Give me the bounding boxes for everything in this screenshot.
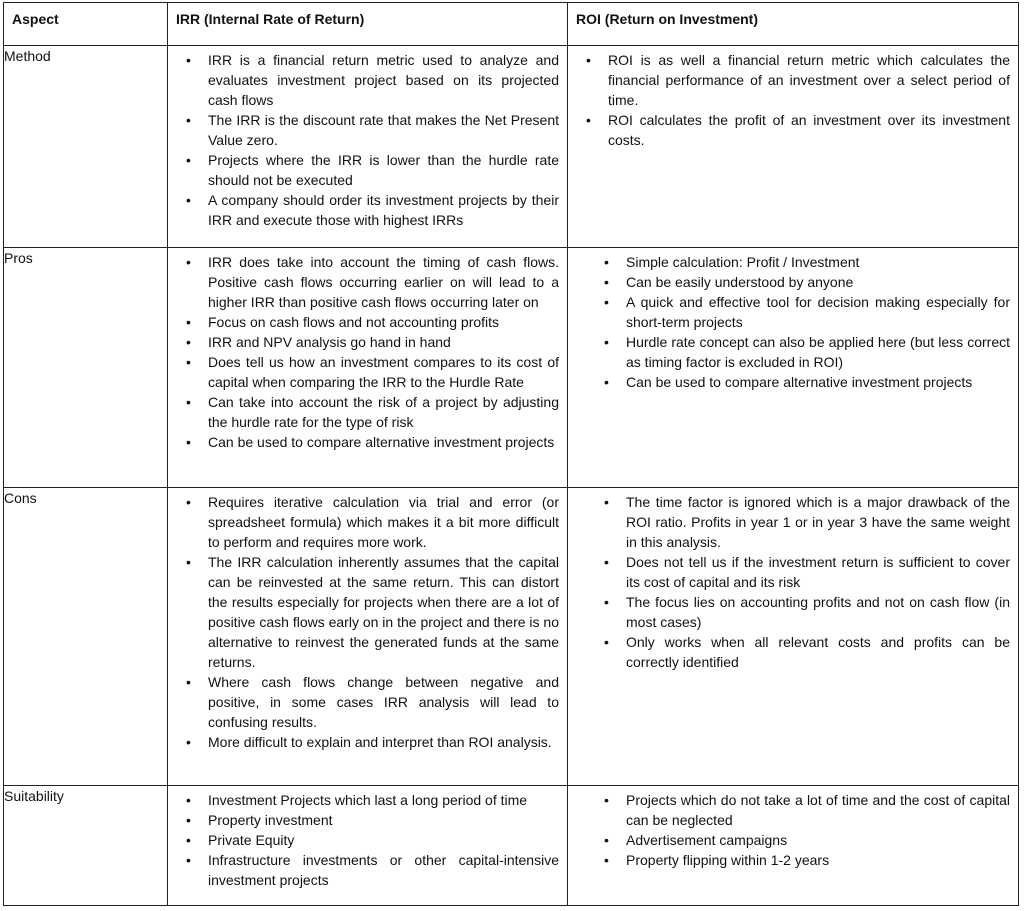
irr-cell [168, 786, 568, 906]
header-irr: IRR (Internal Rate of Return) [168, 3, 568, 46]
list-item: • Investment Projects which last a long period of time [208, 790, 559, 810]
irr-bullet-list [168, 786, 567, 890]
table-row [4, 46, 1019, 248]
list-item: • The IRR calculation inherently assumes that the capital can be reinvested at the same return. This can distort the results especially for projects when there are a lot of positive cash flows early on in the project and there is no alternative to reinvest the generated funds at the same returns. [208, 552, 559, 672]
list-item: • ROI is as well a financial return metric which calculates the financial performance of an investment over a select period of time. [608, 50, 1010, 110]
list-item: • Can be easily understood by anyone [626, 272, 1010, 292]
list-item: • IRR is a financial return metric used to analyze and evaluates investment project based on its projected cash flows [208, 50, 559, 110]
irr-cell [168, 248, 568, 488]
list-item: • Property investment [208, 810, 559, 830]
list-item: • Private Equity [208, 830, 559, 850]
header-aspect: Aspect [4, 3, 168, 46]
list-item: • Does tell us how an investment compares to its cost of capital when comparing the IRR to the Hurdle Rate [208, 352, 559, 392]
irr-bullet-list [168, 488, 567, 752]
list-item: • Focus on cash flows and not accounting profits [208, 312, 559, 332]
list-item: • Can be used to compare alternative investment projects [626, 372, 1010, 392]
roi-bullet-list [568, 248, 1018, 392]
roi-bullet-list [568, 786, 1018, 870]
list-item: • Advertisement campaigns [626, 830, 1010, 850]
aspect-cell: Suitability [4, 786, 168, 906]
irr-bullet-list [168, 46, 567, 230]
list-item: • The IRR is the discount rate that makes the Net Present Value zero. [208, 110, 559, 150]
list-item: • Infrastructure investments or other capital-intensive investment projects [208, 850, 559, 890]
aspect-cell: Method [4, 46, 168, 248]
header-roi: ROI (Return on Investment) [568, 3, 1019, 46]
list-item: • Can take into account the risk of a project by adjusting the hurdle rate for the type of risk [208, 392, 559, 432]
list-item: • Projects where the IRR is lower than the hurdle rate should not be executed [208, 150, 559, 190]
list-item: • The time factor is ignored which is a major drawback of the ROI ratio. Profits in year 1 or in year 3 have the same weight in this analysis. [626, 492, 1010, 552]
irr-bullet-list [168, 248, 567, 452]
list-item: • Can be used to compare alternative investment projects [208, 432, 559, 452]
roi-cell [568, 786, 1019, 906]
table-row [4, 786, 1019, 906]
list-item: • The focus lies on accounting profits and not on cash flow (in most cases) [626, 592, 1010, 632]
list-item: • Simple calculation: Profit / Investment [626, 252, 1010, 272]
table-row [4, 248, 1019, 488]
header-row [4, 3, 1019, 46]
list-item: • A company should order its investment projects by their IRR and execute those with highest IRRs [208, 190, 559, 230]
list-item: • IRR does take into account the timing of cash flows. Positive cash flows occurring earlier on will lead to a higher IRR than positive cash flows occurring later on [208, 252, 559, 312]
list-item: • Requires iterative calculation via trial and error (or spreadsheet formula) which makes it a bit more difficult to perform and requires more work. [208, 492, 559, 552]
list-item: • ROI calculates the profit of an investment over its investment costs. [608, 110, 1010, 150]
roi-bullet-list [568, 488, 1018, 672]
irr-cell [168, 46, 568, 248]
aspect-cell: Cons [4, 488, 168, 786]
irr-cell [168, 488, 568, 786]
roi-cell [568, 248, 1019, 488]
roi-cell [568, 46, 1019, 248]
list-item: • Hurdle rate concept can also be applied here (but less correct as timing factor is excluded in ROI) [626, 332, 1010, 372]
roi-cell [568, 488, 1019, 786]
aspect-cell: Pros [4, 248, 168, 488]
list-item: • Where cash flows change between negative and positive, in some cases IRR analysis will lead to confusing results. [208, 672, 559, 732]
comparison-table [3, 2, 1019, 906]
list-item: • Does not tell us if the investment return is sufficient to cover its cost of capital and its risk [626, 552, 1010, 592]
list-item: • A quick and effective tool for decision making especially for short-term projects [626, 292, 1010, 332]
list-item: • More difficult to explain and interpret than ROI analysis. [208, 732, 559, 752]
roi-bullet-list [568, 46, 1018, 150]
list-item: • Property flipping within 1-2 years [626, 850, 1010, 870]
list-item: • Only works when all relevant costs and profits can be correctly identified [626, 632, 1010, 672]
table-row [4, 488, 1019, 786]
list-item: • IRR and NPV analysis go hand in hand [208, 332, 559, 352]
list-item: • Projects which do not take a lot of time and the cost of capital can be neglected [626, 790, 1010, 830]
